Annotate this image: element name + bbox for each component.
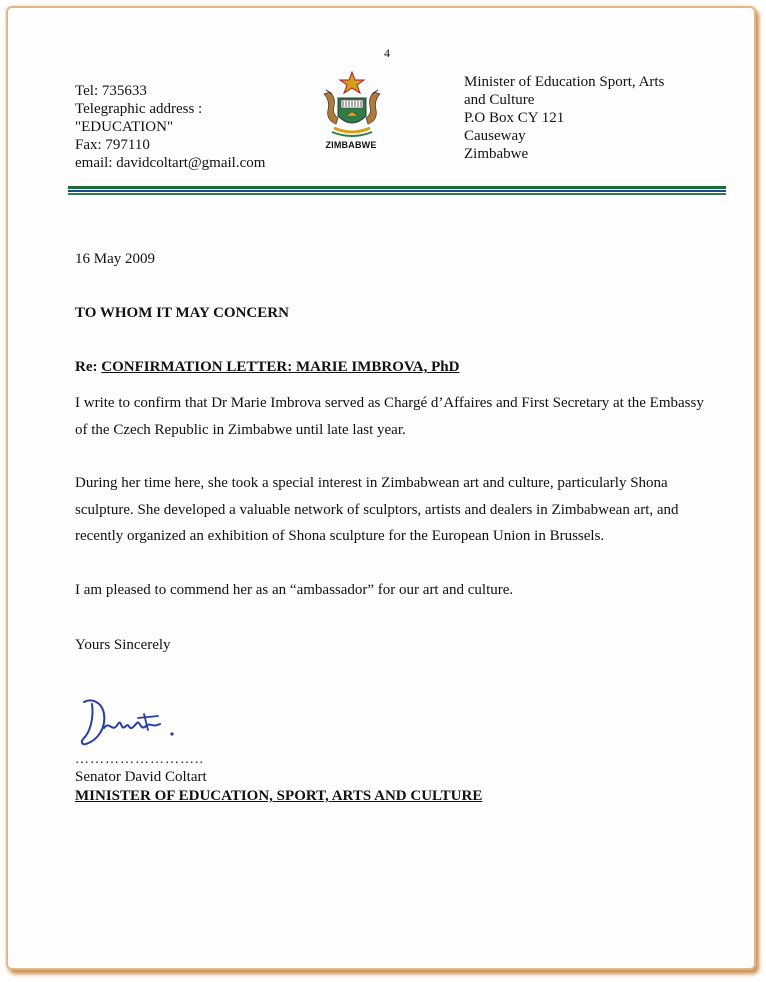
contact-line: "EDUCATION": [75, 119, 174, 135]
address-line: Minister of Education Sport, Arts: [464, 74, 665, 90]
signature-line: ……………………..: [75, 752, 204, 767]
signatory-title: MINISTER OF EDUCATION, SPORT, ARTS AND CULTURE: [75, 788, 483, 804]
address-line: and Culture: [464, 92, 535, 108]
contact-line: Telegraphic address :: [75, 101, 203, 117]
letter-date: 16 May 2009: [75, 251, 155, 267]
body-paragraph: I am pleased to commend her as an “ambassador” for our art and culture.: [75, 582, 514, 598]
body-paragraph: During her time here, she took a special interest in Zimbabwean art and culture, particularly Shona sculpture. She developed a valuable network of sculptors, artists and dealers in Zimbabwean art, and recently organized an exhibition of Shona sculpture for the European Union in Brussels.: [75, 475, 679, 544]
signatory-name: Senator David Coltart: [75, 769, 207, 785]
closing: Yours Sincerely: [75, 637, 171, 653]
contact-line: email: davidcoltart@gmail.com: [75, 155, 266, 171]
subject-text: CONFIRMATION LETTER: MARIE IMBROVA, PhD: [101, 359, 460, 375]
letterhead-rule-blue: [68, 190, 726, 192]
crest-label: ZIMBABWE: [325, 140, 377, 150]
body-paragraph: I write to confirm that Dr Marie Imbrova served as Chargé d’Affaires and First Secretary at the Embassy of the Czech Republic in Zimbabwe until late last year.: [75, 395, 704, 438]
address-line: Zimbabwe: [464, 146, 529, 162]
contact-line: Fax: 797110: [75, 137, 150, 153]
contact-line: Tel: 735633: [75, 83, 147, 99]
letterhead-rule-green: [68, 186, 726, 189]
page-number: 4: [384, 46, 390, 60]
signature-icon: [78, 694, 188, 750]
subject-line: [75, 354, 459, 381]
letterhead-address: [464, 73, 664, 163]
address-line: Causeway: [464, 128, 526, 144]
address-line: P.O Box CY 121: [464, 110, 565, 126]
letterhead-contact: [75, 82, 265, 172]
letterhead-rule-green-2: [68, 193, 726, 195]
subject-prefix: Re:: [75, 359, 102, 375]
salutation: TO WHOM IT MAY CONCERN: [75, 305, 289, 321]
